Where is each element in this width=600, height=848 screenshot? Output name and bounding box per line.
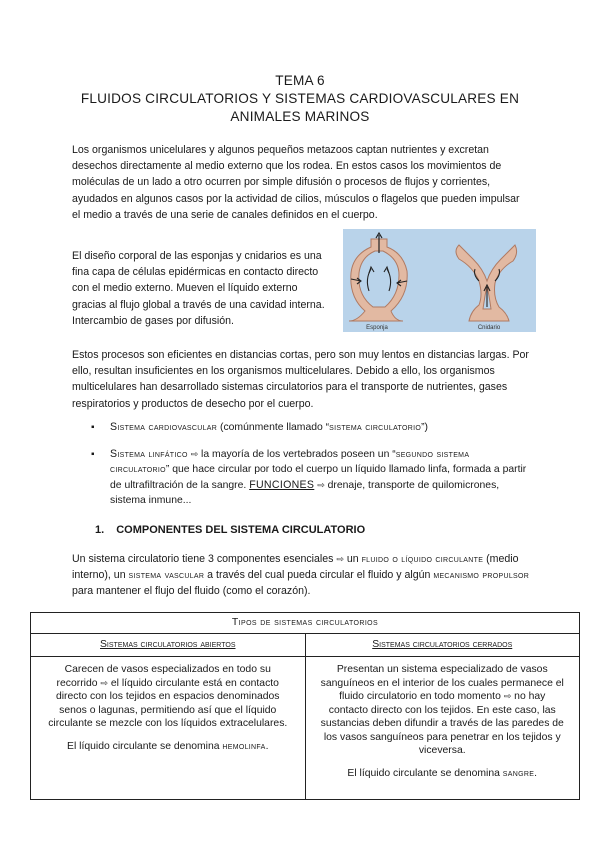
arrow-icon: ⇨ (336, 554, 344, 564)
open-systems-title: Sistemas circulatorios abiertos (100, 639, 236, 650)
open-systems-cell (31, 657, 306, 800)
bullet-marker: ▪ (91, 448, 95, 460)
hemolymph-term: hemolinfa (222, 739, 266, 752)
components-text: (medio interno), un (72, 553, 519, 582)
closed-systems-description (320, 663, 566, 758)
table-subheader-row (31, 634, 580, 657)
components-text: a través del cual pueda circular el fluido y algún (204, 569, 434, 582)
circulatory-systems-table (30, 612, 580, 800)
closed-systems-header (305, 634, 580, 657)
table-header: Tipos de sistemas circulatorios (31, 613, 580, 634)
bullet-text: ” que hace circular por todo el cuerpo un líquido llamado linfa, formada a partir de ultrafiltración de la sangre. (110, 464, 527, 491)
circulatory-term: sistema circulatorio (329, 421, 422, 433)
arrow-icon: ⇨ (100, 677, 108, 688)
sponge-cnidarian-figure (343, 229, 536, 332)
lymphatic-term: Sistema linfático (110, 447, 188, 460)
cnidarian-drawing (456, 245, 517, 321)
intro-paragraph: Los organismos unicelulares y algunos pequeños metazoos captan nutrientes y excretan desechos directamente al medio externo que los rodea. En estos casos los movimientos de moléculas de un lado a otro ocurren por simple difusión o procesos de flujos y corrientes, ayudados en algunos casos por la actividad de cilios, músculos o flagelos que pueden impulsar el medio a través de una serie de canales definidos en el cuerpo. (72, 144, 520, 221)
bullet-text: la mayoría de los vertebrados poseen un “ (198, 448, 396, 460)
closed-systems-fluid (320, 767, 566, 781)
components-paragraph (72, 551, 530, 600)
open-systems-header (31, 634, 306, 657)
figure-label-right: Cnidario (477, 325, 501, 331)
cell-text: Carecen de vasos especializados en todo su recorrido (56, 664, 271, 689)
cell-text: El líquido circulante se denomina (67, 740, 223, 752)
title-line-2: FLUIDOS CIRCULATORIOS Y SISTEMAS CARDIOVASCULARES EN (80, 91, 520, 106)
document-title (40, 72, 560, 126)
bullet-marker: ▪ (91, 422, 95, 433)
blood-term: sangre (502, 766, 535, 779)
arrow-icon: ⇨ (317, 479, 325, 490)
components-text: Un sistema circulatorio tiene 3 componentes esenciales (72, 553, 337, 565)
arrow-icon: ⇨ (503, 691, 512, 701)
cell-text: el líquido circulante está en contacto directo con los tejidos en espacios denominados senos o lagunas, permitiendo así que el líquido circulante se mezcle con los líquidos extracelulares. (48, 677, 288, 729)
table-row (31, 657, 580, 800)
section-number: 1. (95, 524, 105, 536)
sponge-drawing (349, 233, 407, 321)
cell-text: . (534, 767, 538, 779)
title-line-3: ANIMALES MARINOS (230, 109, 370, 124)
cell-text: Presentan un sistema especializado de vasos sanguíneos en el interior de los cuales permanece el fluido circulatorio en todo momento (320, 664, 564, 702)
sponges-paragraph: El diseño corporal de las esponjas y cnidarios es una fina capa de células epidérmicas en contacto directo con el medio externo. Mueven el líquido externo gracias al flujo global a través de una cavidad interna. Intercambio de gases por difusión. (72, 250, 325, 327)
open-systems-fluid (45, 740, 291, 754)
arrow-icon: ⇨ (190, 448, 199, 459)
components-text: para mantener el flujo del fluido (como el corazón). (72, 585, 311, 598)
figure-label-left: Esponja (366, 325, 388, 331)
cell-text: . (265, 740, 269, 752)
bullet-lymphatic (88, 447, 528, 509)
sponge-cnidarian-illustration (343, 229, 536, 332)
processes-paragraph: Estos procesos son eficientes en distancias cortas, pero son muy lentos en distancias largas. Por ello, resultan insuficientes en los organismos multicelulares. Debido a ello, los organismos multicelulares han desarrollado sistemas circulatorios para el transporte de nutrientes, gases respiratorios y productos de desecho por el cuerpo. (72, 349, 529, 410)
funciones-label: FUNCIONES (249, 478, 315, 491)
title-line-1: TEMA 6 (275, 73, 325, 88)
open-systems-description (45, 663, 291, 731)
propulsor-term: mecanismo propulsor (433, 569, 530, 582)
bullet-cardiovascular (88, 420, 528, 436)
closed-systems-cell (305, 657, 580, 800)
table-header-row (31, 613, 580, 634)
fluid-term: fluido o líquido circulante (361, 553, 484, 565)
closed-systems-title: Sistemas circulatorios cerrados (372, 639, 513, 650)
bullet-text: drenaje, transporte de quilomicrones, sistema inmune... (110, 479, 500, 507)
systems-bullet-list (88, 420, 528, 520)
components-text: un (343, 553, 362, 565)
bullet-text: (comúnmente llamado “ (217, 422, 330, 433)
section-title: COMPONENTES DEL SISTEMA CIRCULATORIO (116, 524, 366, 536)
section-heading (95, 524, 365, 536)
second-system-term: segundo sistema circulatorio (110, 447, 470, 476)
cardiovascular-term: Sistema cardiovascular (110, 421, 218, 433)
cell-text: no hay contacto directo con los tejidos. En este caso, las sustancias deben difundir a través de las paredes de los vasos sanguíneos para penetrar en los tejidos y viceversa. (320, 691, 564, 756)
vascular-term: sistema vascular (128, 569, 205, 582)
bullet-text: ”) (421, 422, 428, 433)
cell-text: El líquido circulante se denomina (347, 767, 503, 779)
